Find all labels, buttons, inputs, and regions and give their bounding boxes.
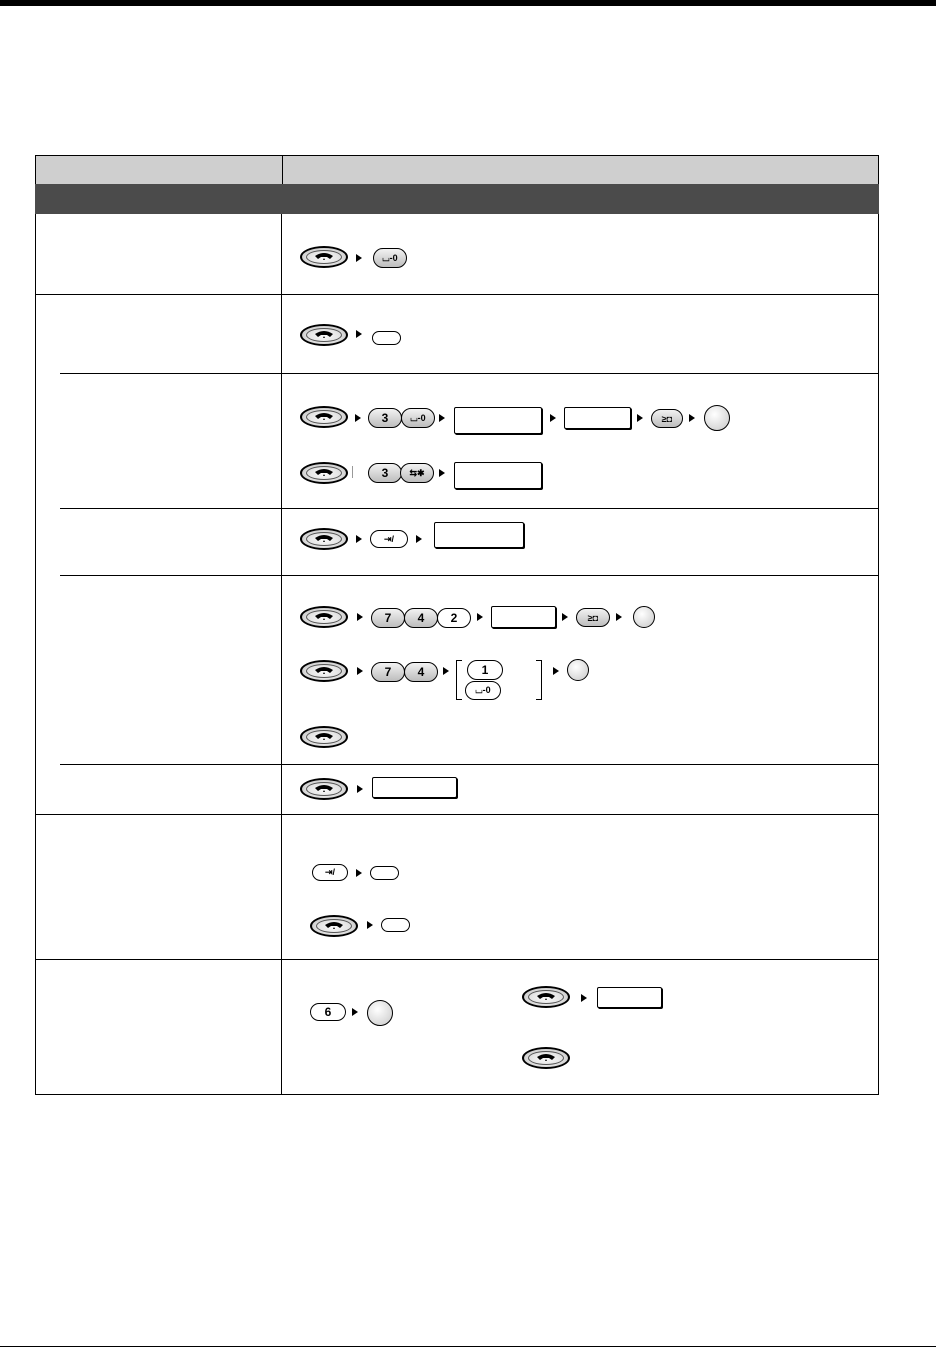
- top-rule: [0, 0, 936, 6]
- arrow-right-icon: [357, 613, 363, 621]
- table-header: [35, 155, 879, 185]
- arrow-right-icon: [356, 254, 362, 262]
- key-zero: ⌴-0: [401, 408, 435, 428]
- input-box: [564, 407, 631, 429]
- handset-icon: [522, 986, 570, 1008]
- arrow-right-icon: [553, 667, 559, 675]
- soft-key: [370, 866, 399, 880]
- handset-icon: [300, 324, 348, 346]
- arrow-right-icon: [352, 1008, 358, 1016]
- input-box: [372, 777, 457, 798]
- key-two: 2: [437, 608, 471, 628]
- arrow-right-icon: [477, 613, 483, 621]
- arrow-right-icon: [356, 869, 362, 877]
- arrow-right-icon: [439, 414, 445, 422]
- row-divider: [35, 959, 879, 960]
- arrow-right-icon: [637, 414, 643, 422]
- arrow-right-icon: [443, 667, 449, 675]
- key-three: 3: [368, 408, 402, 428]
- transfer-key: ⇥/: [370, 530, 408, 548]
- memory-key: ≥◘: [651, 409, 683, 428]
- handset-icon: [300, 528, 348, 550]
- transfer-key: ⇥/: [312, 864, 348, 881]
- arrow-right-icon: [367, 921, 373, 929]
- arrow-right-icon: [356, 330, 362, 338]
- handset-icon: [300, 406, 348, 428]
- memory-key: ≥◘: [576, 608, 610, 627]
- row-divider: [60, 373, 879, 374]
- row-divider: [60, 764, 879, 765]
- input-box: [454, 462, 542, 489]
- arrow-right-icon: [550, 414, 556, 422]
- button-circle: [633, 606, 655, 628]
- handset-icon: [310, 915, 358, 937]
- key-seven: 7: [371, 608, 405, 628]
- key-star: ⇆✱: [400, 463, 434, 483]
- key-six: 6: [310, 1003, 346, 1021]
- key-four: 4: [404, 662, 438, 682]
- header-cell-feature: [36, 156, 283, 184]
- input-box: [434, 522, 524, 548]
- handset-icon: [300, 660, 348, 682]
- section-band: [35, 184, 879, 214]
- arrow-right-icon: [581, 994, 587, 1002]
- arrow-right-icon: [616, 613, 622, 621]
- handset-icon: [300, 606, 348, 628]
- button-circle: [567, 659, 589, 681]
- bracket-right: [536, 660, 542, 700]
- handset-icon: [300, 462, 348, 484]
- input-box: [491, 606, 556, 628]
- input-box: [454, 407, 542, 434]
- input-box: [597, 987, 662, 1008]
- handset-icon: [300, 246, 348, 268]
- column-divider: [281, 214, 282, 1095]
- arrow-right-icon: [562, 613, 568, 621]
- button-circle: [367, 1000, 393, 1026]
- arrow-right-icon: [357, 785, 363, 793]
- arrow-right-icon: [416, 535, 422, 543]
- handset-icon: [522, 1047, 570, 1069]
- key-one: 1: [467, 660, 503, 680]
- soft-key: [381, 918, 410, 932]
- separator-mark: [352, 466, 353, 478]
- handset-icon: [300, 726, 348, 748]
- soft-key: [372, 331, 401, 345]
- row-divider: [60, 508, 879, 509]
- key-three: 3: [368, 463, 402, 483]
- arrow-right-icon: [355, 414, 361, 422]
- arrow-right-icon: [357, 667, 363, 675]
- bracket-left: [456, 660, 462, 700]
- table-body: [35, 214, 879, 1095]
- key-seven: 7: [371, 662, 405, 682]
- row-divider: [35, 814, 879, 815]
- arrow-right-icon: [439, 469, 445, 477]
- handset-icon: [300, 778, 348, 800]
- row-divider: [60, 575, 879, 576]
- arrow-right-icon: [689, 414, 695, 422]
- key-zero: ⌴-0: [373, 248, 407, 268]
- row-divider: [35, 294, 879, 295]
- bottom-rule: [0, 1346, 936, 1347]
- button-circle: [704, 405, 730, 431]
- key-zero: ⌴-0: [465, 681, 501, 700]
- arrow-right-icon: [356, 535, 362, 543]
- key-four: 4: [404, 608, 438, 628]
